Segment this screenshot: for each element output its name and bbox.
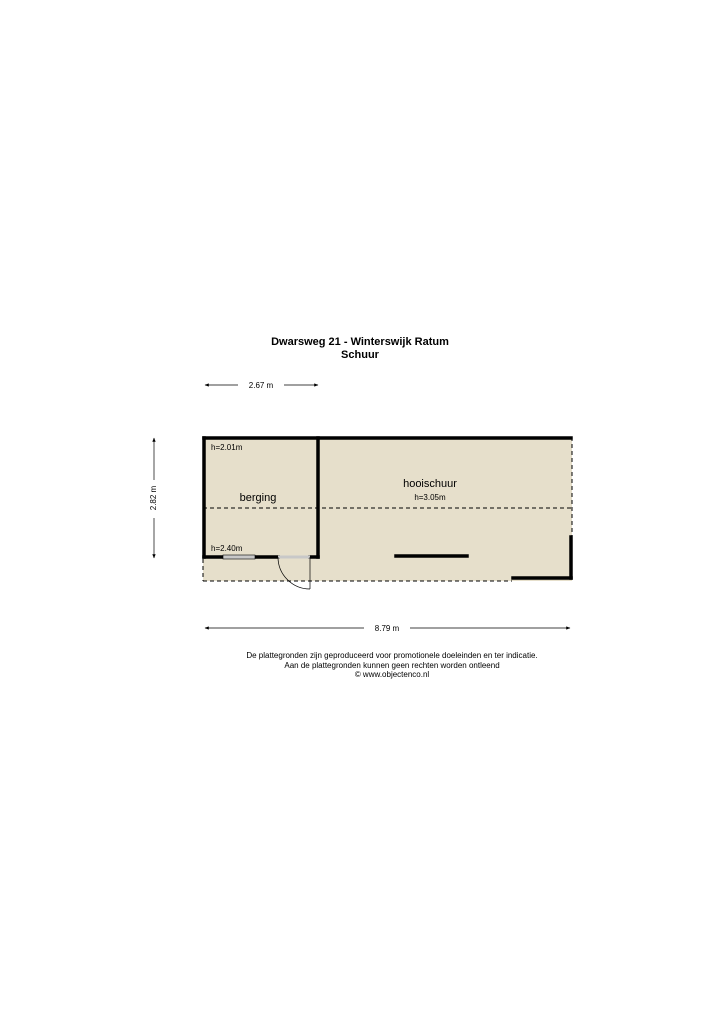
hooischuur-height: h=3.05m [414,493,446,502]
disclaimer [0,651,720,680]
dimension-width-berging: 2.67 m [248,381,274,390]
plan-title-address: Dwarsweg 21 - Winterswijk Ratum [271,336,449,348]
dimension-height: 2.82 m [149,485,158,511]
berging-height-top: h=2.01m [211,443,243,452]
copyright-line: © www.objectenco.nl [354,670,430,679]
disclaimer-line-1: De plattegronden zijn geproduceerd voor promotionele doeleinden en ter indicatie. [246,651,538,660]
plan-title-building: Schuur [341,349,379,361]
dimension-width-total: 8.79 m [374,624,400,633]
window [223,555,255,559]
floor-area [203,437,572,581]
disclaimer-line-2: Aan de plattegronden kunnen geen rechten worden ontleend [284,660,500,670]
room-name-berging: berging [239,492,277,504]
room-name-hooischuur: hooischuur [403,478,457,490]
berging-height-bottom: h=2.40m [211,544,243,553]
